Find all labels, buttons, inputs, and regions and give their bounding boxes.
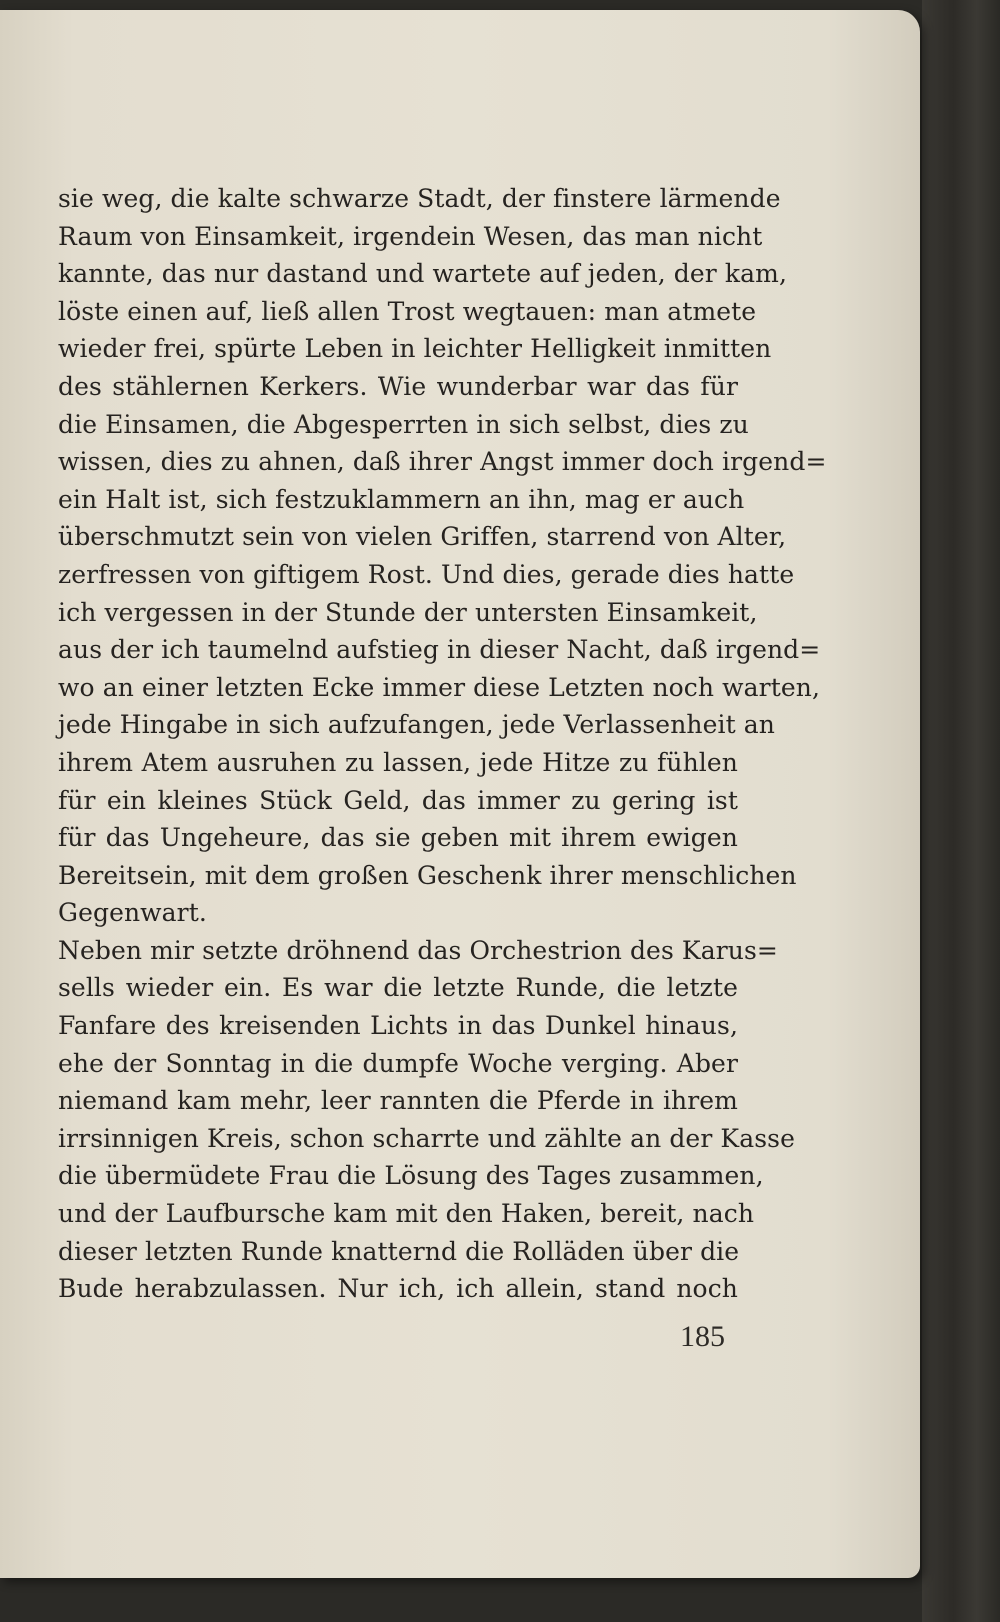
text-line: und der Laufbursche kam mit den Haken, bereit, nach — [58, 1199, 755, 1229]
text-line: des stählernen Kerkers. Wie wunderbar war das für — [58, 371, 738, 401]
text-line: Gegenwart. — [58, 898, 207, 928]
text-line: irrsinnigen Kreis, schon scharrte und zählte an der Kasse — [58, 1123, 795, 1153]
text-line: dieser letzten Runde knatternd die Rolläden über die — [58, 1236, 740, 1266]
book-binding-edge — [922, 0, 1000, 1622]
text-line: ehe der Sonntag in die dumpfe Woche verging. Aber — [58, 1048, 738, 1078]
text-line: niemand kam mehr, leer rannten die Pferde in ihrem — [58, 1086, 738, 1116]
text-line: wo an einer letzten Ecke immer diese Letzten noch warten, — [58, 672, 820, 702]
text-line: ihrem Atem ausruhen zu lassen, jede Hitze zu fühlen — [58, 747, 738, 777]
text-line: sie weg, die kalte schwarze Stadt, der finstere lärmende — [58, 184, 781, 213]
text-line: für ein kleines Stück Geld, das immer zu gering ist — [58, 785, 738, 815]
page-text — [58, 180, 827, 1308]
text-line: Bereitsein, mit dem großen Geschenk ihrer menschlichen — [58, 860, 797, 890]
text-line: wieder frei, spürte Leben in leichter Helligkeit inmitten — [58, 334, 772, 364]
text-line: kannte, das nur dastand und wartete auf jeden, der kam, — [58, 259, 787, 289]
text-line: die übermüdete Frau die Lösung des Tages zusammen, — [58, 1161, 764, 1191]
text-line: sells wieder ein. Es war die letzte Runde, die letzte — [58, 973, 738, 1003]
text-line: löste einen auf, ließ allen Trost wegtauen: man atmete — [58, 296, 757, 326]
book-page — [0, 10, 920, 1578]
text-line: ein Halt ist, sich festzuklammern an ihn, mag er auch — [58, 484, 745, 514]
text-line: Raum von Einsamkeit, irgendein Wesen, das man nicht — [58, 221, 763, 251]
text-line: ich vergessen in der Stunde der untersten Einsamkeit, — [58, 597, 758, 627]
text-line: überschmutzt sein von vielen Griffen, starrend von Alter, — [58, 522, 787, 552]
page-number: 185 — [680, 1320, 725, 1353]
text-line: die Einsamen, die Abgesperrten in sich selbst, dies zu — [58, 409, 749, 439]
text-line: Neben mir setzte dröhnend das Orchestrion des Karus= — [58, 935, 778, 965]
text-line: jede Hingabe in sich aufzufangen, jede Verlassenheit an — [58, 710, 775, 740]
text-line: Bude herabzulassen. Nur ich, ich allein, stand noch — [58, 1274, 738, 1304]
text-line: aus der ich taumelnd aufstieg in dieser Nacht, daß irgend= — [58, 635, 821, 665]
text-line: Fanfare des kreisenden Lichts in das Dunkel hinaus, — [58, 1011, 738, 1041]
text-line: wissen, dies zu ahnen, daß ihrer Angst immer doch irgend= — [58, 447, 827, 477]
text-line: zerfressen von giftigem Rost. Und dies, gerade dies hatte — [58, 559, 795, 589]
text-line: für das Ungeheure, das sie geben mit ihrem ewigen — [58, 823, 738, 853]
